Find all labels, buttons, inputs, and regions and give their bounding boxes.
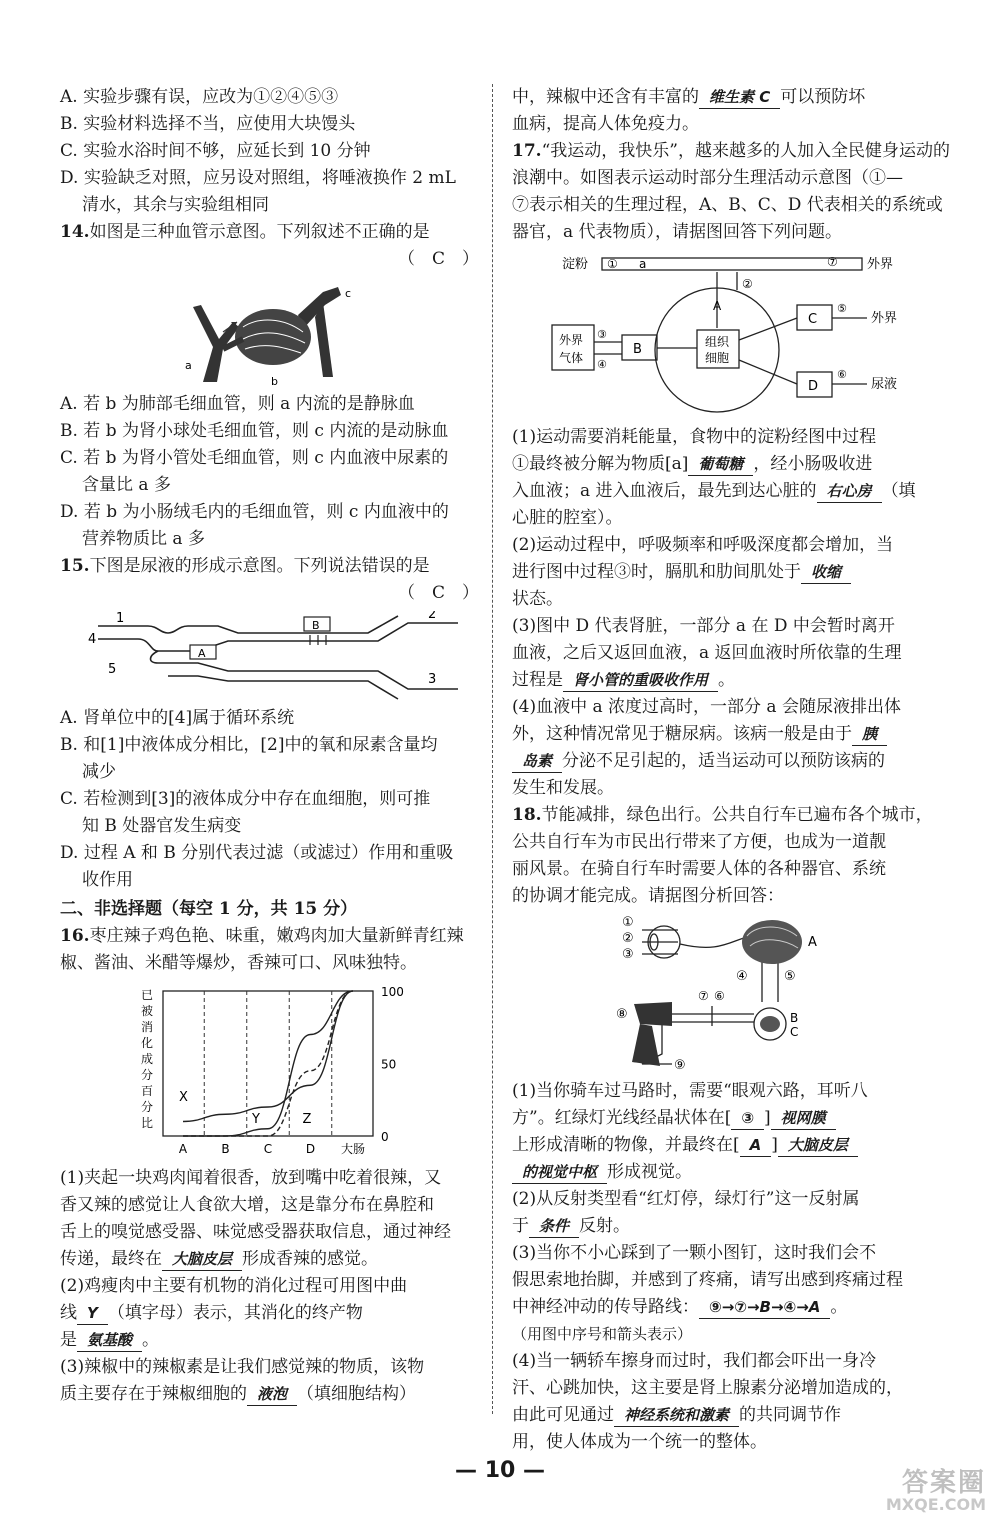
fig17-gas2: 气体 <box>559 351 584 365</box>
q15-stem-text: 下图是尿液的形成示意图。下列说法错误的是 <box>89 556 430 576</box>
q18-p4c-pre: 由此可见通过 <box>512 1405 614 1425</box>
q16-answer-3: 氨基酸 <box>77 1329 142 1352</box>
q17-part3-l3 <box>512 667 952 694</box>
q16c-pre: 中，辣椒中还含有丰富的 <box>512 87 699 107</box>
q17-p1c-pre: 入血液；a 进入血液后，最先到达心脏的 <box>512 481 817 501</box>
q16c-post: 可以预防坏 <box>780 87 866 107</box>
q17-part3: (3)图中 D 代表肾脏，一部分 a 在 D 中会暂时离开 <box>512 616 895 636</box>
q16-part1: (1)夹起一块鸡肉闻着很香，放到嘴中吃着很辣，又 <box>60 1168 442 1188</box>
series-line-Y <box>183 991 353 1136</box>
q18-part1-l2 <box>512 1105 952 1132</box>
blood-vessel-figure <box>173 277 373 387</box>
fig17-D: D <box>808 379 819 394</box>
q13-option-a: A. 实验步骤有误，应改为①②④⑤③ <box>60 87 339 107</box>
q17-p3c-post: 。 <box>718 670 736 690</box>
fig18-n1: ① <box>622 915 634 930</box>
q15-answer: （ C ） <box>397 583 479 603</box>
q14-option-c: C. 若 b 为肾小管处毛细血管，则 c 内血液中尿素的 <box>60 448 449 468</box>
fig17-tissue1: 组织 <box>705 335 730 349</box>
q17-answer-4: 肾小管的重吸收作用 <box>563 669 718 692</box>
fig14-label-c: c <box>344 287 351 300</box>
q17-stem-text: “我运动，我快乐”，越来越多的人加入全民健身运动的 <box>541 141 950 161</box>
q17-part2-l2 <box>512 559 952 586</box>
section-2-heading: 二、非选择题（每空 1 分，共 15 分） <box>60 899 358 919</box>
q18-p1b-pre: 方”。红绿灯光线经晶状体在[ <box>512 1108 732 1128</box>
q16-answer-2: Y <box>77 1302 108 1325</box>
x-tick-label: D <box>305 1142 315 1156</box>
q18-p1b-mid: ] <box>764 1108 771 1128</box>
fig17-C: C <box>808 312 818 327</box>
q16-part2-l2 <box>60 1300 485 1327</box>
q17-part4-l3 <box>512 748 952 775</box>
series-line-X <box>183 991 353 1122</box>
q14-stem-text: 如图是三种血管示意图。下列叙述不正确的是 <box>89 222 430 242</box>
q17-stem-4: 器官，a 代表物质），请据图回答下列问题。 <box>512 222 843 242</box>
q17-part2: (2)运动过程中，呼吸频率和呼吸深度都会增加，当 <box>512 535 894 555</box>
q13-option-c: C. 实验水浴时间不够，应延长到 10 分钟 <box>60 141 371 161</box>
q18-part2-l2 <box>512 1213 952 1240</box>
fig18-n7: ⑦ <box>698 989 709 1003</box>
q18-part4-l4: 用，使人体成为一个统一的整体。 <box>512 1432 767 1452</box>
q18-part3-l2: 假思索地抬脚，并感到了疼痛，请写出感到疼痛过程 <box>512 1270 903 1290</box>
q15-option-b: B. 和[1]中液体成分相比，[2]中的氧和尿素含量均 <box>60 735 438 755</box>
q17-p1b-pre: ①最终被分解为物质[a] <box>512 454 689 474</box>
q15-option-d-cont: 收作用 <box>82 870 133 890</box>
fig17-A: A <box>713 299 722 313</box>
fig15-label-B: B <box>311 619 320 632</box>
y-axis-label: 已被消化成分百分比 <box>140 988 153 1130</box>
q14-option-d: D. 若 b 为小肠绒毛内的毛细血管，则 c 内血液中的 <box>60 502 449 522</box>
q16-cont-l1 <box>512 84 952 111</box>
q16-part3: (3)辣椒中的辣椒素是让我们感觉辣的物质，该物 <box>60 1357 425 1377</box>
q18-stem <box>512 802 952 829</box>
series-label-Z: Z <box>302 1112 311 1127</box>
q17-p1b-post: ，经小肠吸收进 <box>753 454 873 474</box>
fig14-label-b: b <box>270 375 278 387</box>
q17-p4c-post: 分泌不足引起的，适当运动可以预防该病的 <box>562 751 886 771</box>
q18-part1: (1)当你骑车过马路时，需要“眼观六路，耳听八 <box>512 1081 868 1101</box>
q17-stem-3: ⑦表示相关的生理过程，A、B、C、D 代表相关的系统或 <box>512 195 943 215</box>
q18-part4-l3 <box>512 1402 952 1429</box>
q18-part4: (4)当一辆轿车擦身而过时，我们都会吓出一身冷 <box>512 1351 877 1371</box>
q18-answer-2b: 大脑皮层 <box>778 1134 858 1157</box>
x-tick-label: A <box>178 1142 187 1156</box>
q15-number: 15. <box>60 556 90 576</box>
q15-stem <box>60 553 485 580</box>
q17-stem-2: 浪潮中。如图表示运动时部分生理活动示意图（①— <box>512 168 903 188</box>
fig15-label-4: 4 <box>87 632 96 647</box>
urine-formation-figure <box>78 611 468 701</box>
q18-stem-text: 节能减排，绿色出行。公共自行车已遍布各个城市， <box>541 805 933 825</box>
x-tick-label: B <box>220 1142 230 1156</box>
q16-p2-pre: 线 <box>60 1303 77 1323</box>
q16-p2c-post: 。 <box>142 1330 160 1350</box>
fig17-n1: ① <box>607 257 618 271</box>
q18-answer-2c: 的视觉中枢 <box>512 1161 607 1184</box>
q16-p1-pre: 传递，最终在 <box>60 1249 162 1269</box>
q17-answer-2: 右心房 <box>817 480 882 503</box>
q17-p1c-post: （填 <box>881 481 916 501</box>
q14-stem <box>60 219 485 246</box>
q17-part4-l2 <box>512 721 952 748</box>
q16-stem-cont: 椒、酱油、米醋等爆炒，香辣可口、风味独特。 <box>60 953 417 973</box>
q15-option-d: D. 过程 A 和 B 分别代表过滤（或滤过）作用和重吸 <box>60 843 454 863</box>
q17-answer-5b: 岛素 <box>512 750 562 773</box>
q18-part1-l4 <box>512 1159 952 1186</box>
x-tick-label: C <box>263 1142 272 1156</box>
q18-answer-4: ⑨→⑦→B→④→A <box>699 1296 830 1319</box>
fig15-label-2: 2 <box>427 611 436 622</box>
q17-part4: (4)血液中 a 浓度过高时，一部分 a 会随尿液排出体 <box>512 697 901 717</box>
q16-stem <box>60 923 485 950</box>
page-number: — 10 — <box>455 1458 545 1483</box>
watermark-logo: 答案圈 <box>901 1468 986 1498</box>
series-label-X: X <box>178 1090 188 1105</box>
exercise-physiology-figure <box>537 250 927 420</box>
q16-answer-5: 维生素 C <box>699 86 780 109</box>
q17-part1-l3 <box>512 478 952 505</box>
q18-answer-3: 条件 <box>529 1215 579 1238</box>
q18-part4-l2: 汗、心跳加快，这主要是肾上腺素分泌增加造成的， <box>512 1378 903 1398</box>
q16-p1-post: 形成香辣的感觉。 <box>242 1249 379 1269</box>
q18-stem-3: 丽风景。在骑自行车时需要人体的各种器官、系统 <box>512 859 886 879</box>
q18-p2b-post: 反射。 <box>579 1216 631 1236</box>
q16-part1-l2: 香又辣的感觉让人食欲大增，这是靠分布在鼻腔和 <box>60 1195 434 1215</box>
fig15-label-3: 3 <box>427 672 436 687</box>
q18-answer-2a: A <box>740 1134 772 1157</box>
q18-stem-4: 的协调才能完成。请据图分析回答： <box>512 886 784 906</box>
q16-part2: (2)鸡瘦肉中主要有机物的消化过程可用图中曲 <box>60 1276 408 1296</box>
q18-p4c-post: 的共同调节作 <box>739 1405 842 1425</box>
chart-ylabel <box>141 988 153 1130</box>
fig15-label-A: A <box>197 647 206 660</box>
q16-part2-l3 <box>60 1327 485 1354</box>
y-tick-label: 50 <box>380 1057 396 1072</box>
q18-answer-5: 神经系统和激素 <box>614 1404 739 1427</box>
q18-p3c-post: 。 <box>830 1297 848 1317</box>
fig15-label-1: 1 <box>115 611 124 626</box>
fig17-n7: ⑦ <box>827 255 838 269</box>
q17-answer-5a: 胰 <box>852 723 887 746</box>
fig18-n2: ② <box>622 931 634 946</box>
q18-answer-1a: ③ <box>731 1107 764 1130</box>
q17-part2-l3: 状态。 <box>512 589 563 609</box>
fig17-n6: ⑥ <box>837 368 847 381</box>
q14-option-d-cont: 营养物质比 a 多 <box>82 529 205 549</box>
fig14-label-a: a <box>184 359 192 372</box>
series-label-Y: Y <box>251 1112 260 1127</box>
fig18-C: C <box>790 1025 799 1039</box>
q16-cont-l2: 血病，提高人体免疫力。 <box>512 114 699 134</box>
fig17-B: B <box>633 342 642 357</box>
fig17-outside2: 外界 <box>871 311 898 326</box>
q18-part1-l3 <box>512 1132 952 1159</box>
fig18-n3: ③ <box>622 947 634 962</box>
q17-part3-l2: 血液，之后又返回血液，a 返回血液时所依靠的生理 <box>512 643 902 663</box>
q16-answer-4: 液泡 <box>247 1383 297 1406</box>
column-divider <box>492 84 493 1414</box>
fig17-tissue2: 细胞 <box>705 351 730 365</box>
fig17-a: a <box>639 257 647 271</box>
fig18-n9: ⑨ <box>674 1058 686 1073</box>
q16-part1-l4 <box>60 1246 485 1273</box>
q18-p3c-pre: 中神经冲动的传导路线： <box>512 1297 699 1317</box>
fig17-n2: ② <box>742 277 753 291</box>
q18-p1c-mid: ] <box>771 1135 778 1155</box>
fig17-n4: ④ <box>597 358 607 371</box>
q17-stem <box>512 138 952 165</box>
q18-part3-hint: （用图中序号和箭头表示） <box>512 1325 693 1343</box>
fig17-outside1: 外界 <box>867 257 894 272</box>
q14-number: 14. <box>60 222 90 242</box>
q15-option-c: C. 若检测到[3]的液体成分中存在血细胞，则可推 <box>60 789 431 809</box>
right-column <box>512 84 952 1456</box>
fig17-urine: 尿液 <box>871 377 898 392</box>
q16-p2-post: （填字母）表示，其消化的终产物 <box>107 1303 363 1323</box>
q17-p4b-pre: 外，这种情况常见于糖尿病。该病一般是由于 <box>512 724 852 744</box>
q14-option-a: A. 若 b 为肺部毛细血管，则 a 内流的是静脉血 <box>60 394 415 414</box>
q16-part1-l3: 舌上的嗅觉感受器、味觉感受器获取信息，通过神经 <box>60 1222 451 1242</box>
q16-number: 16. <box>60 926 90 946</box>
fig17-n3: ③ <box>597 328 607 341</box>
watermark-url: MXQE.COM <box>885 1495 986 1514</box>
reflex-arc-figure <box>612 914 852 1074</box>
q17-answer-1: 葡萄糖 <box>688 453 753 476</box>
digestion-chart <box>123 981 423 1161</box>
q17-part1: (1)运动需要消耗能量，食物中的淀粉经图中过程 <box>512 427 877 447</box>
fig15-label-5: 5 <box>107 662 116 677</box>
q17-p2b-pre: 进行图中过程③时，膈肌和肋间肌处于 <box>512 562 801 582</box>
q18-number: 18. <box>512 805 542 825</box>
fig18-B: B <box>790 1011 799 1025</box>
q17-number: 17. <box>512 141 542 161</box>
q18-part2: (2)从反射类型看“红灯停，绿灯行”这一反射属 <box>512 1189 860 1209</box>
q18-stem-2: 公共自行车为市民出行带来了方便，也成为一道靓 <box>512 832 886 852</box>
fig18-A: A <box>808 935 817 950</box>
q18-part3-l3 <box>512 1294 952 1321</box>
q18-part3: (3)当你不小心踩到了一颗小图钉，这时我们会不 <box>512 1243 877 1263</box>
fig17-n5: ⑤ <box>837 302 847 315</box>
q16-part3-l2 <box>60 1381 485 1408</box>
left-column <box>60 84 485 1408</box>
q18-p1d-post: 形成视觉。 <box>607 1162 693 1182</box>
q17-part1-l4: 心脏的腔室）。 <box>512 508 623 528</box>
digestion-chart-svg <box>123 981 423 1161</box>
q17-p3c-pre: 过程是 <box>512 670 563 690</box>
q16-answer-1: 大脑皮层 <box>162 1248 242 1271</box>
q16-p3-post: （填细胞结构） <box>297 1384 417 1404</box>
series-line-Z <box>183 991 353 1136</box>
fig18-n5: ⑤ <box>784 969 796 984</box>
q15-option-b-cont: 减少 <box>82 762 116 782</box>
q16-stem-text: 枣庄辣子鸡色艳、味重，嫩鸡肉加大量新鲜青红辣 <box>89 926 464 946</box>
q17-part1-l2 <box>512 451 952 478</box>
fig17-starch: 淀粉 <box>562 257 589 272</box>
y-tick-label: 100 <box>380 985 404 999</box>
q15-option-c-cont: 知 B 处器官发生病变 <box>82 816 242 836</box>
fig17-gas1: 外界 <box>559 333 584 347</box>
fig18-n4: ④ <box>736 969 748 984</box>
q18-p2b-pre: 于 <box>512 1216 529 1236</box>
fig18-n8: ⑧ <box>616 1007 628 1022</box>
y-tick-label: 0 <box>380 1130 389 1144</box>
q17-part4-l4: 发生和发展。 <box>512 778 614 798</box>
q14-option-b: B. 若 b 为肾小球处毛细血管，则 c 内流的是动脉血 <box>60 421 449 441</box>
q14-option-c-cont: 含量比 a 多 <box>82 475 171 495</box>
q14-answer: （ C ） <box>397 249 479 269</box>
q18-p1c-pre: 上形成清晰的物像，并最终在[ <box>512 1135 740 1155</box>
q16-p2c-pre: 是 <box>60 1330 77 1350</box>
x-tick-label: 大肠 <box>340 1142 365 1156</box>
q13-option-b: B. 实验材料选择不当，应使用大块馒头 <box>60 114 356 134</box>
q16-p3-pre: 质主要存在于辣椒细胞的 <box>60 1384 247 1404</box>
q15-option-a: A. 肾单位中的[4]属于循环系统 <box>60 708 295 728</box>
q13-option-d-cont: 清水，其余与实验组相同 <box>82 195 269 215</box>
fig18-n6: ⑥ <box>714 989 725 1003</box>
q18-answer-1b: 视网膜 <box>771 1107 836 1130</box>
q17-answer-3: 收缩 <box>801 561 851 584</box>
q13-option-d: D. 实验缺乏对照，应另设对照组，将唾液换作 2 mL <box>60 168 456 188</box>
